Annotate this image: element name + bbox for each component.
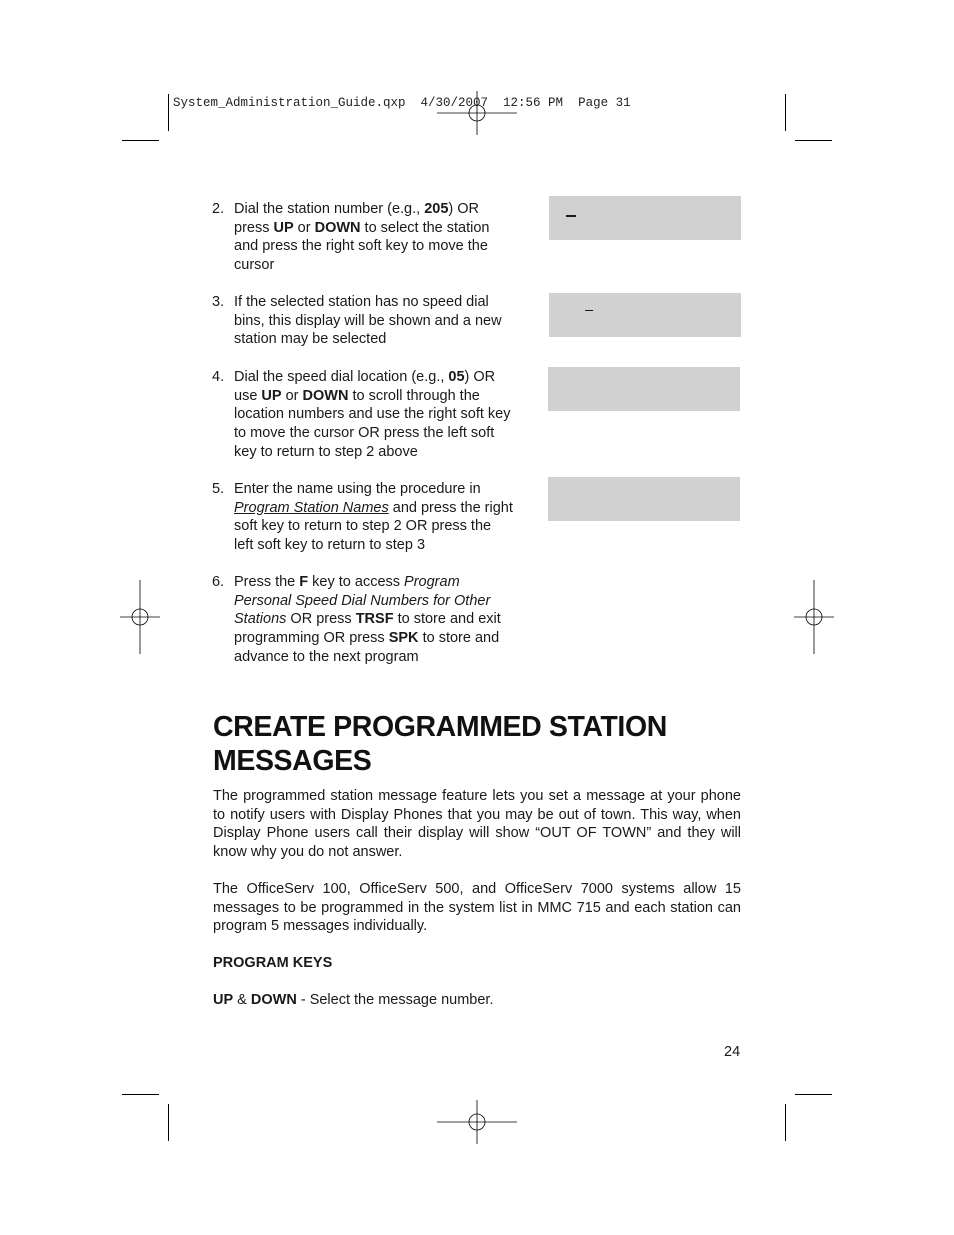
registration-mark-icon (437, 91, 517, 135)
emphasis-run: 205 (424, 201, 449, 217)
lcd-display-step-2 (549, 196, 741, 240)
registration-mark-icon (437, 1100, 517, 1144)
crop-mark (168, 94, 169, 131)
step-number: 2. (212, 201, 225, 217)
emphasis-run: Program Personal Speed Dial Numbers for Other Stations (234, 574, 491, 628)
emphasis-run: Program Station Names (234, 499, 389, 516)
crop-mark (122, 140, 159, 141)
step-text: Press the F key to access Program Personal Speed Dial Numbers for Other Stations OR press TRSF to store and exit programming OR press SPK to store and advance to the next program (234, 574, 501, 665)
display-cursor (566, 215, 576, 217)
lcd-display-step-5 (548, 477, 740, 521)
crop-mark (795, 1094, 832, 1095)
emphasis-run: F (299, 574, 309, 590)
key-separator: & (233, 992, 251, 1008)
emphasis-run: SPK (388, 630, 419, 647)
key-label: DOWN (250, 992, 297, 1008)
step-number: 3. (212, 294, 225, 310)
slug-line: System_Administration_Guide.qxp 4/30/2007 12:56 PM Page 31 (173, 96, 631, 110)
registration-mark-icon (794, 580, 834, 654)
key-label: UP (213, 992, 234, 1008)
section-heading: CREATE PROGRAMMED STATION MESSAGES (213, 711, 667, 777)
step-text: If the selected station has no speed dial bins, this display will be shown and a new station may be selected (234, 294, 502, 348)
emphasis-run: DOWN (302, 387, 349, 404)
step-number: 4. (212, 369, 225, 385)
lcd-display-step-4 (548, 367, 740, 411)
crop-mark (122, 1094, 159, 1095)
emphasis-run: UP (273, 219, 294, 236)
crop-mark (795, 140, 832, 141)
program-keys-heading: PROGRAM KEYS (213, 955, 333, 971)
body-paragraph: The OfficeServ 100, OfficeServ 500, and OfficeServ 7000 systems allow 15 messages to be programmed in the system list in MMC 715 and each station can program 5 messages individually. (213, 881, 741, 935)
registration-mark-icon (120, 580, 160, 654)
emphasis-run: UP (261, 387, 282, 404)
step-number: 5. (212, 481, 225, 497)
crop-mark (168, 1104, 169, 1141)
crop-mark (785, 1104, 786, 1141)
crop-mark (785, 94, 786, 131)
page-number: 24 (724, 1044, 741, 1060)
emphasis-run: DOWN (314, 219, 361, 236)
step-text: Dial the station number (e.g., 205) OR press UP or DOWN to select the station and press the right soft key to move the cursor (234, 201, 490, 274)
display-cursor (585, 310, 593, 311)
lcd-display-step-3 (549, 293, 741, 337)
emphasis-run: 05 (448, 369, 465, 385)
step-text: Enter the name using the procedure in Program Station Names and press the right soft key to return to step 2 OR press the left soft key to return to step 3 (234, 481, 513, 554)
emphasis-run: TRSF (355, 611, 394, 628)
key-description (213, 992, 493, 1008)
body-paragraph: The programmed station message feature lets you set a message at your phone to notify users with Display Phones that you may be out of town. This way, when Display Phone users call their display will show “OUT OF TOWN” and they will know why you do not answer. (213, 788, 741, 861)
step-text: Dial the speed dial location (e.g., 05) OR use UP or DOWN to scroll through the location numbers and use the right soft key to move the cursor OR press the left soft key to return to step 2 above (234, 369, 511, 460)
key-text: - Select the message number. (296, 992, 494, 1008)
step-number: 6. (212, 574, 225, 590)
